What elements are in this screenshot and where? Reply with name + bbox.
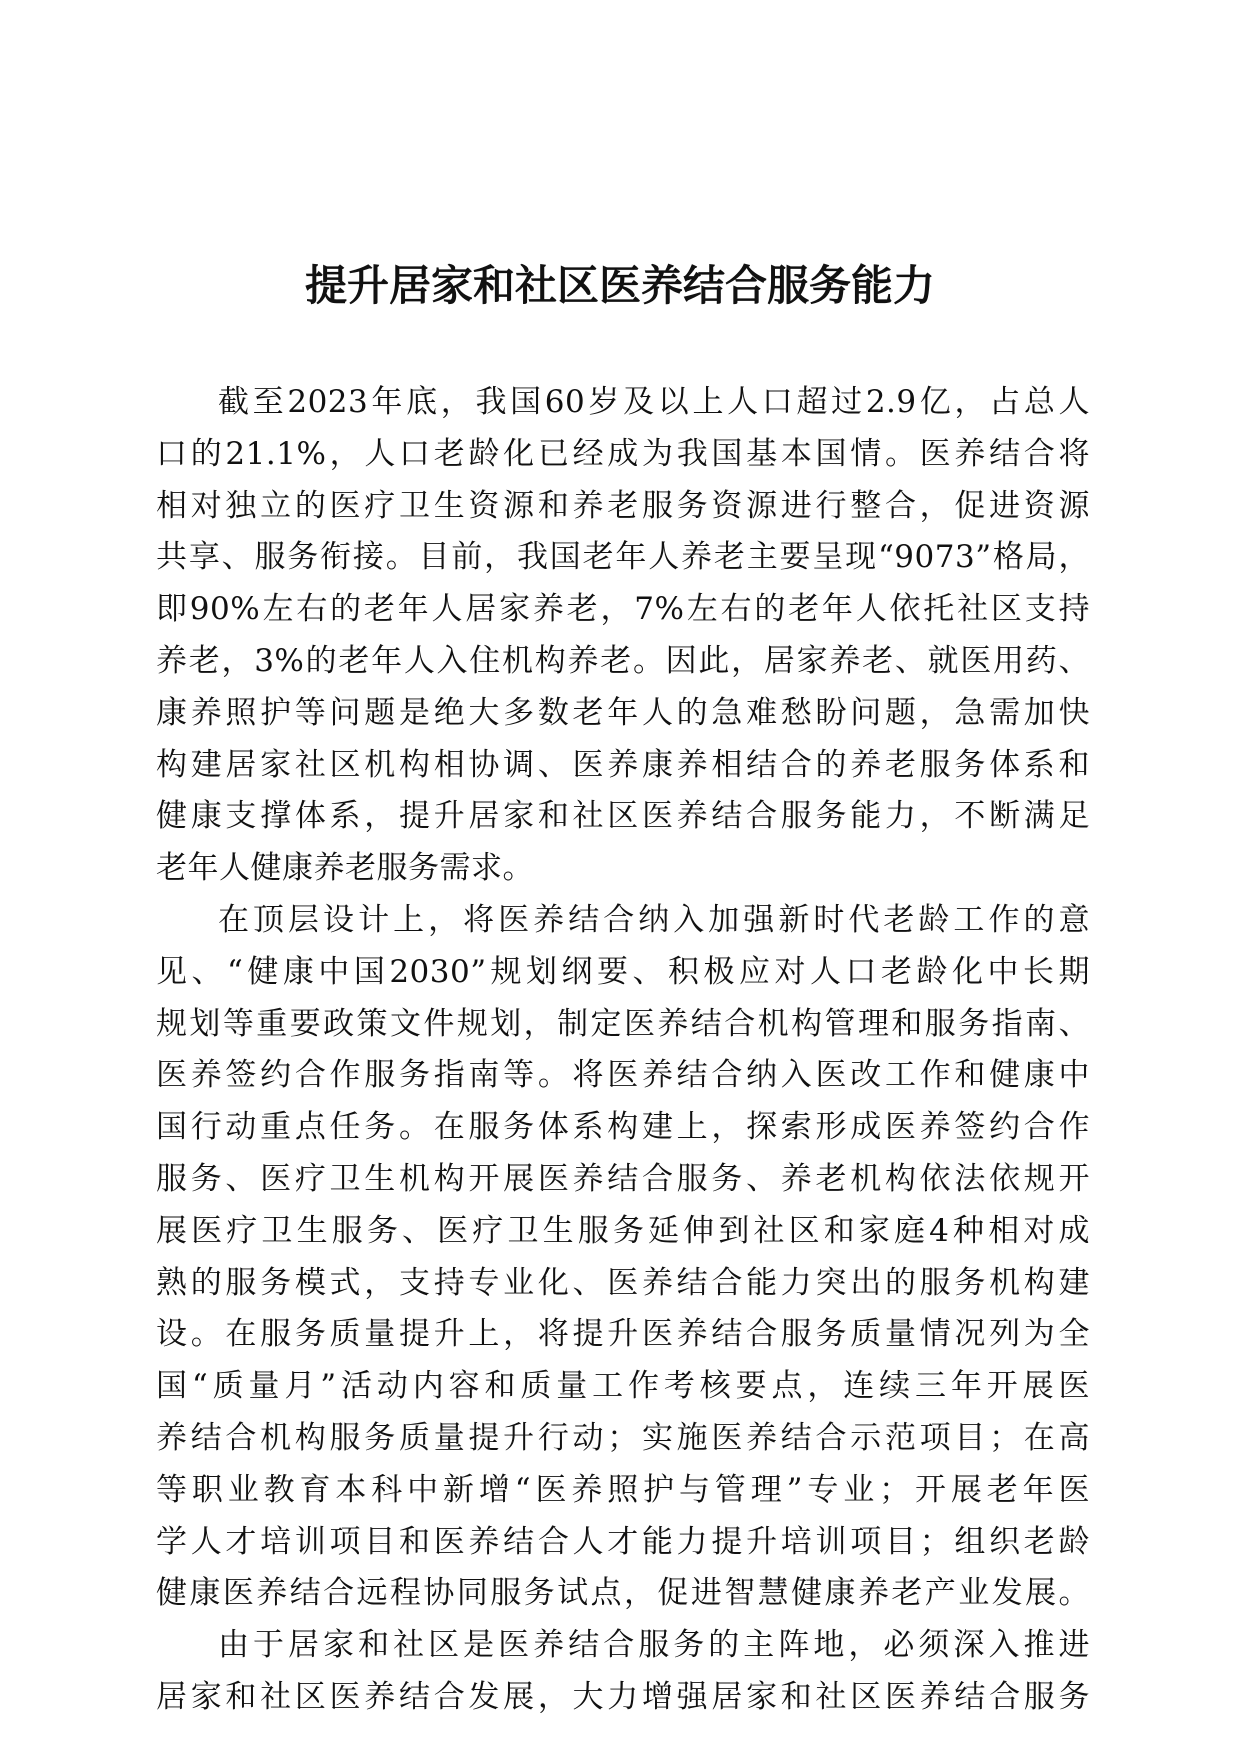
paragraph-2-line-5: 国行动重点任务。在服务体系构建上，探索形成医养签约合作 xyxy=(156,1109,1090,1146)
paragraph-2-line-8: 熟的服务模式，支持专业化、医养结合能力突出的服务机构建 xyxy=(156,1264,1090,1301)
paragraph-2-line-6: 服务、医疗卫生机构开展医养结合服务、养老机构依法依规开 xyxy=(156,1160,1090,1197)
paragraph-1-line-9: 健康支撑体系，提升居家和社区医养结合服务能力，不断满足 xyxy=(156,798,1090,835)
paragraph-1-line-3: 相对独立的医疗卫生资源和养老服务资源进行整合，促进资源 xyxy=(156,487,1090,524)
paragraph-3-line-2: 居家和社区医养结合发展，大力增强居家和社区医养结合服务 xyxy=(156,1678,1090,1715)
paragraph-2-line-7: 展医疗卫生服务、医疗卫生服务延伸到社区和家庭4种相对成 xyxy=(156,1212,1090,1249)
paragraph-2-line-13: 学人才培训项目和医养结合人才能力提升培训项目；组织老龄 xyxy=(156,1523,1090,1560)
paragraph-1-line-8: 构建居家社区机构相协调、医养康养相结合的养老服务体系和 xyxy=(156,746,1090,783)
paragraph-1-line-7: 康养照护等问题是绝大多数老年人的急难愁盼问题，急需加快 xyxy=(156,694,1090,731)
paragraph-1-line-2: 口的21.1%，人口老龄化已经成为我国基本国情。医养结合将 xyxy=(156,435,1090,472)
paragraph-1-line-6: 养老，3%的老年人入住机构养老。因此，居家养老、就医用药、 xyxy=(156,642,1090,679)
paragraph-1-line-1: 截至2023年底，我国60岁及以上人口超过2.9亿，占总人 xyxy=(218,384,1090,420)
paragraph-2-line-10: 国“质量月”活动内容和质量工作考核要点，连续三年开展医 xyxy=(156,1368,1090,1405)
paragraph-3-line-1: 由于居家和社区是医养结合服务的主阵地，必须深入推进 xyxy=(218,1627,1090,1664)
paragraph-1-line-5: 即90%左右的老年人居家养老，7%左右的老年人依托社区支持 xyxy=(156,591,1090,628)
paragraph-2-line-11: 养结合机构服务质量提升行动；实施医养结合示范项目；在高 xyxy=(156,1419,1090,1456)
paragraph-2-line-9: 设。在服务质量提升上，将提升医养结合服务质量情况列为全 xyxy=(156,1316,1090,1353)
paragraph-2-line-14: 健康医养结合远程协同服务试点，促进智慧健康养老产业发展。 xyxy=(156,1575,1090,1612)
paragraph-2-line-1: 在顶层设计上，将医养结合纳入加强新时代老龄工作的意 xyxy=(218,901,1090,938)
paragraph-2-line-3: 规划等重要政策文件规划，制定医养结合机构管理和服务指南、 xyxy=(156,1005,1090,1042)
paragraph-2-line-12: 等职业教育本科中新增“医养照护与管理”专业；开展老年医 xyxy=(156,1471,1090,1508)
document-title: 提升居家和社区医养结合服务能力 xyxy=(304,261,935,310)
paragraph-1-line-4: 共享、服务衔接。目前，我国老年人养老主要呈现“9073”格局， xyxy=(156,539,1090,576)
paragraph-1-line-10: 老年人健康养老服务需求。 xyxy=(156,850,534,887)
paragraph-2-line-4: 医养签约合作服务指南等。将医养结合纳入医改工作和健康中 xyxy=(156,1057,1090,1094)
document-body xyxy=(156,377,1090,1724)
paragraph-2-line-2: 见、“健康中国2030”规划纲要、积极应对人口老龄化中长期 xyxy=(156,953,1090,990)
